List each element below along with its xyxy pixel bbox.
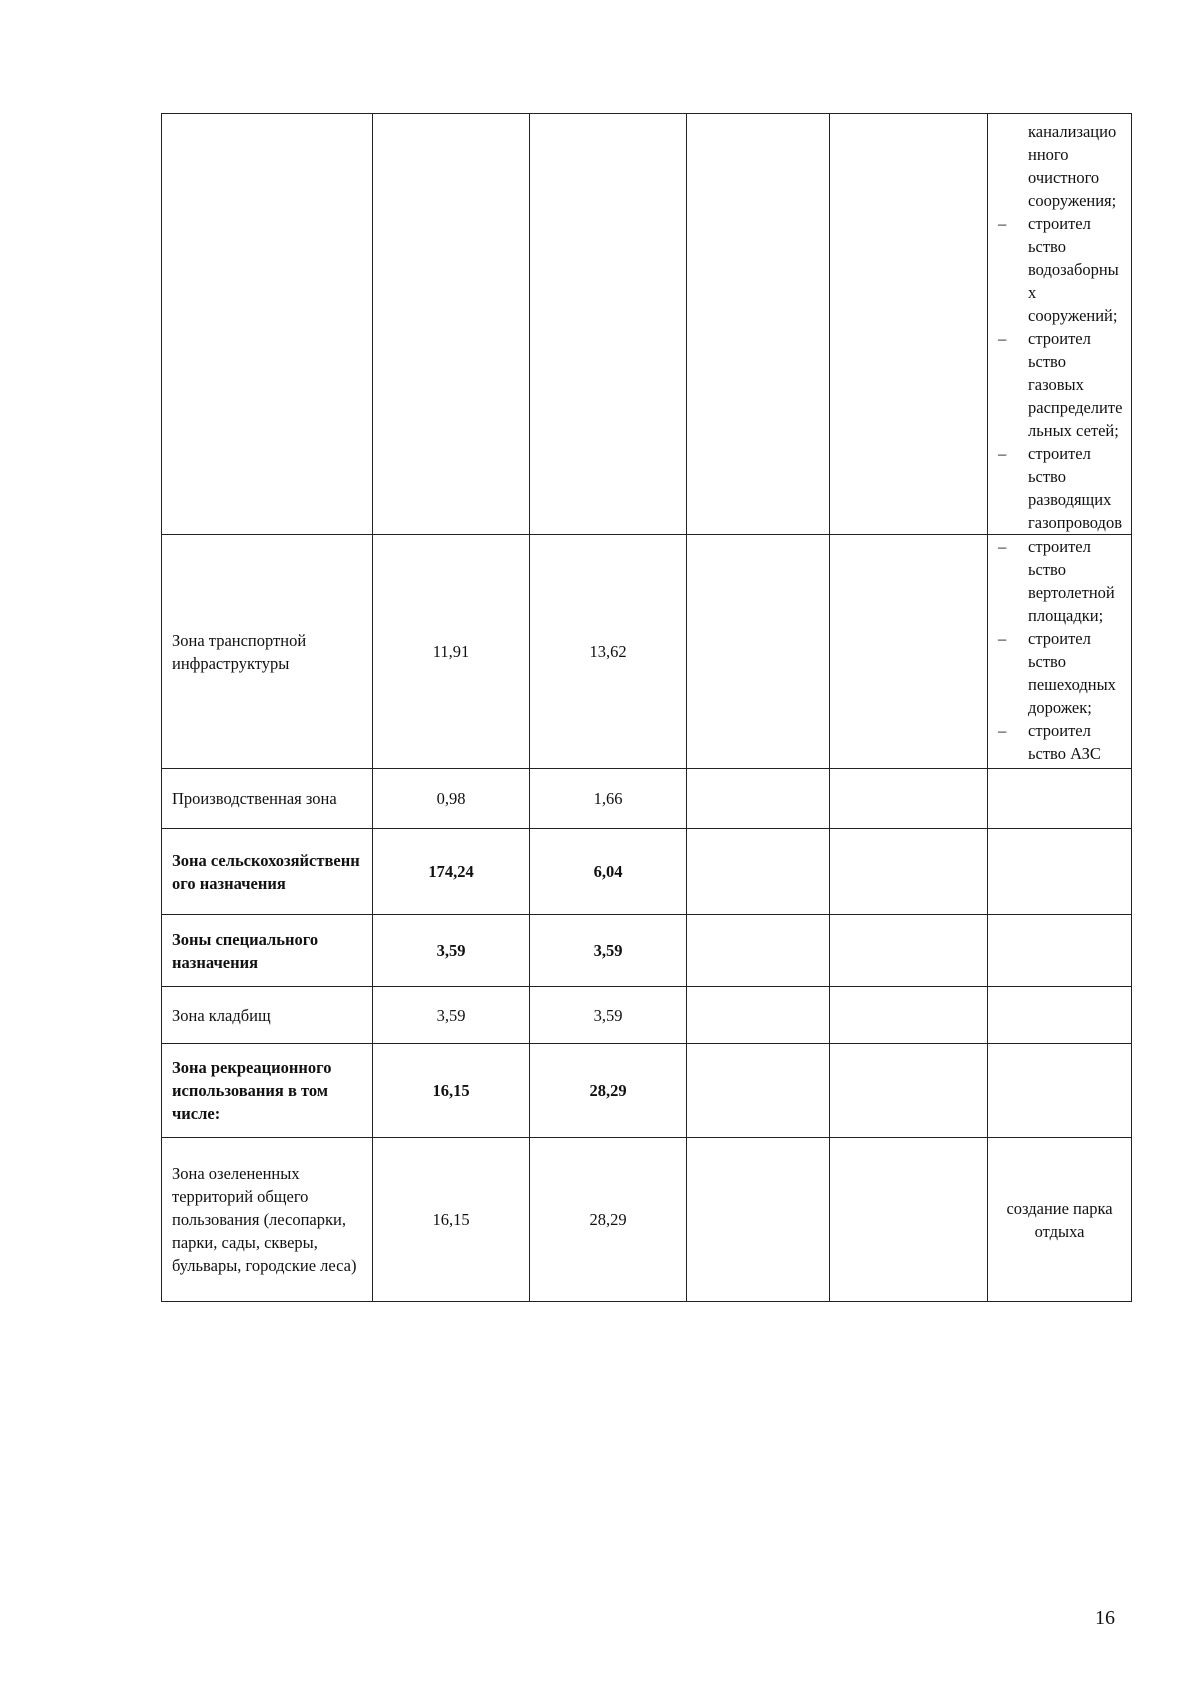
note-line: газопроводов [1028, 513, 1122, 532]
empty-cell [687, 769, 830, 829]
note-line: водозаборны [1028, 260, 1119, 279]
note-line: нного [1028, 145, 1069, 164]
note-line: – строител [998, 537, 1091, 556]
note-line: – строител [998, 329, 1091, 348]
value-cell-planned: 28,29 [530, 1138, 687, 1302]
zone-name-cell [162, 114, 373, 535]
measures-cell [988, 769, 1132, 829]
value-cell-planned: 13,62 [530, 535, 687, 769]
note-line: дорожек; [1028, 698, 1092, 717]
note-line: ьство [1028, 467, 1066, 486]
empty-cell [687, 915, 830, 987]
zone-name-cell: Зона транспортной инфраструктуры [162, 535, 373, 769]
note-line: распределите [1028, 398, 1123, 417]
empty-cell [687, 1138, 830, 1302]
table-row-green-areas-zone [162, 1138, 1132, 1302]
empty-cell [687, 829, 830, 915]
zone-name-cell: Производственная зона [162, 769, 373, 829]
note-line: – строител [998, 444, 1091, 463]
page-number: 16 [1095, 1607, 1115, 1629]
empty-cell [830, 987, 988, 1044]
note-line: ьство [1028, 352, 1066, 371]
value-cell-planned: 28,29 [530, 1044, 687, 1138]
note-line: сооружений; [1028, 306, 1118, 325]
empty-cell [830, 114, 988, 535]
value-cell-existing: 16,15 [373, 1138, 530, 1302]
table-row-transport-zone [162, 535, 1132, 769]
note-line: канализацио [1028, 122, 1117, 141]
value-cell-planned: 3,59 [530, 915, 687, 987]
measures-cell [988, 114, 1132, 535]
note-line: вертолетной [1028, 583, 1115, 602]
measures-cell [988, 915, 1132, 987]
measures-cell [988, 829, 1132, 915]
zone-name-cell: Зона рекреационного использования в том числе: [162, 1044, 373, 1138]
empty-cell [687, 987, 830, 1044]
measures-cell: создание парка отдыха [988, 1138, 1132, 1302]
value-cell-existing: 174,24 [373, 829, 530, 915]
table-row-cemetery-zone [162, 987, 1132, 1044]
note-line: пешеходных [1028, 675, 1116, 694]
table-row-recreation-zone [162, 1044, 1132, 1138]
value-cell-existing: 0,98 [373, 769, 530, 829]
zone-name-cell: Зоны специального назначения [162, 915, 373, 987]
empty-cell [830, 535, 988, 769]
note-line: – строител [998, 214, 1091, 233]
value-cell-planned: 3,59 [530, 987, 687, 1044]
value-cell-planned: 6,04 [530, 829, 687, 915]
value-cell-planned [530, 114, 687, 535]
value-cell-existing [373, 114, 530, 535]
empty-cell [830, 1138, 988, 1302]
empty-cell [830, 1044, 988, 1138]
measures-cell [988, 535, 1132, 769]
empty-cell [830, 769, 988, 829]
note-line: ьство [1028, 652, 1066, 671]
note-line: сооружения; [1028, 191, 1117, 210]
empty-cell [830, 829, 988, 915]
note-line: разводящих [1028, 490, 1112, 509]
note-line: – строител [998, 721, 1091, 740]
value-cell-existing: 3,59 [373, 915, 530, 987]
note-line: очистного [1028, 168, 1100, 187]
note-line: площадки; [1028, 606, 1104, 625]
empty-cell [687, 114, 830, 535]
value-cell-existing: 3,59 [373, 987, 530, 1044]
zone-name-cell: Зона озелененных территорий общего пользования (лесопарки, парки, сады, скверы, бульвары, городские леса) [162, 1138, 373, 1302]
empty-cell [830, 915, 988, 987]
note-line: льных сетей; [1028, 421, 1119, 440]
table-row-agricultural-zone [162, 829, 1132, 915]
value-cell-planned: 1,66 [530, 769, 687, 829]
measures-cell [988, 1044, 1132, 1138]
zoning-table [161, 113, 1132, 1302]
note-line: – строител [998, 629, 1091, 648]
note-line: газовых [1028, 375, 1084, 394]
table-row-special-zone [162, 915, 1132, 987]
note-line: ьство АЗС [1028, 744, 1101, 763]
table-row-industrial-zone [162, 769, 1132, 829]
note-line: х [1028, 283, 1037, 302]
zone-name-cell: Зона кладбищ [162, 987, 373, 1044]
measures-cell [988, 987, 1132, 1044]
note-line: ьство [1028, 237, 1066, 256]
table-row-engineering-continuation [162, 114, 1132, 535]
zone-name-cell: Зона сельскохозяйственн ого назначения [162, 829, 373, 915]
value-cell-existing: 11,91 [373, 535, 530, 769]
empty-cell [687, 1044, 830, 1138]
value-cell-existing: 16,15 [373, 1044, 530, 1138]
empty-cell [687, 535, 830, 769]
note-line: ьство [1028, 560, 1066, 579]
